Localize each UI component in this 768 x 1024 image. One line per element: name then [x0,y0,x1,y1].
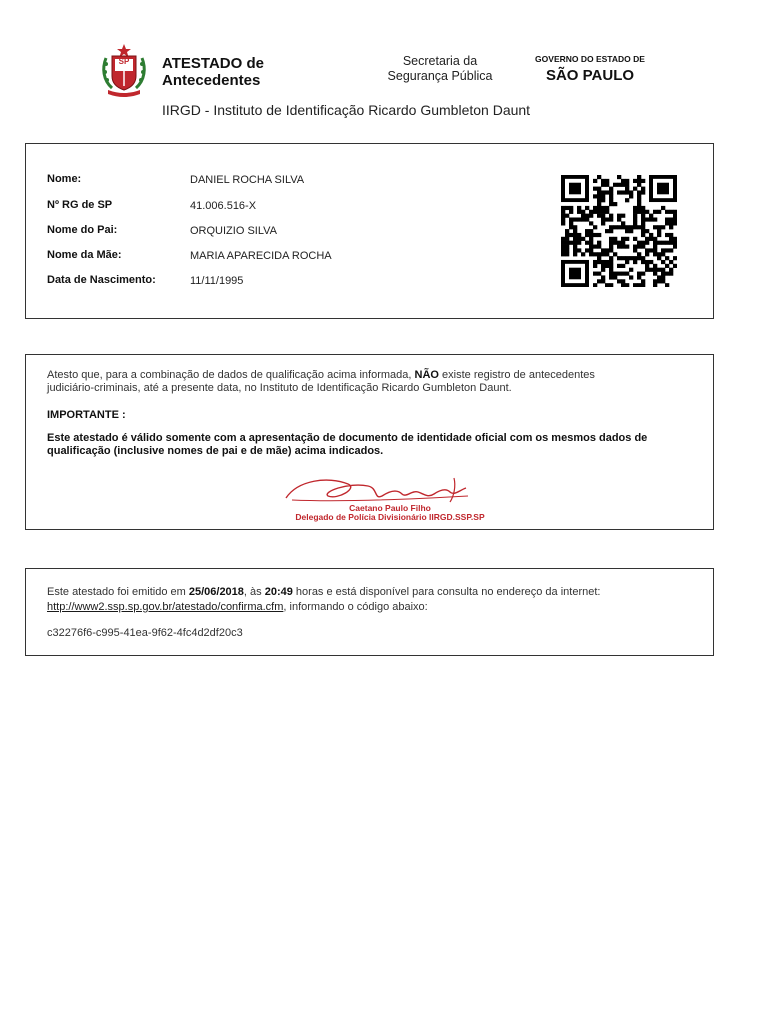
secretaria-line2: Segurança Pública [387,69,493,83]
document-title [162,55,264,89]
mother-name-value: MARIA APARECIDA ROCHA [190,250,332,262]
signatory-name: Caetano Paulo Filho [349,503,431,513]
institute-name: IIRGD - Instituto de Identificação Ricardo Gumbleton Daunt [162,102,531,118]
emission-url-suffix: , informando o código abaixo: [283,601,428,613]
birth-date-value: 11/11/1995 [190,275,244,287]
important-text-line1: Este atestado é válido somente com a apresentação de documento de identidade oficial com os mesmos dados de [47,432,648,444]
seal-letters: SP [118,57,130,66]
qr-code-icon [561,175,677,287]
signatory-role: Delegado de Polícia Divisionário IIRGD.SSP.SP [295,512,485,522]
rg-label: Nº RG de SP [47,199,113,211]
important-text-line2: qualificação (inclusive nomes de pai e de mãe) acima indicados. [47,445,384,457]
emission-date: 25/06/2018 [188,586,244,598]
name-value: DANIEL ROCHA SILVA [190,174,305,186]
attestation-text [47,369,697,394]
verification-link[interactable]: http://www2.ssp.sp.gov.br/atestado/confirma.cfm [47,601,284,613]
attestation-text-end: existe registro de antecedentes [438,369,595,381]
document-title-line1: ATESTADO de [162,55,264,72]
sao-paulo-coat-of-arms-icon [100,42,148,98]
state-name: SÃO PAULO [545,67,635,84]
attestation-text-bold: NÃO [414,369,439,381]
secretaria-label [380,54,500,84]
emission-suffix: horas e está disponível para consulta no endereço da internet: [292,586,601,598]
emission-mid: , às [243,586,265,598]
important-text [47,432,707,458]
attestation-text-line2: judiciário-criminais, até a presente data, no Instituto de Identificação Ricardo Gumbleton Daunt. [47,381,512,394]
mother-name-label: Nome da Mãe: [47,249,122,261]
secretaria-line1: Secretaria da [402,54,478,68]
rg-value: 41.006.516-X [190,200,257,212]
important-label: IMPORTANTE : [47,409,126,421]
government-label: GOVERNO DO ESTADO DE [535,54,645,64]
name-label: Nome: [47,173,82,185]
emission-prefix: Este atestado foi emitido em [47,586,189,598]
attestation-text-start: Atesto que, para a combinação de dados de qualificação acima informada, [47,369,415,381]
verification-code: c32276f6-c995-41ea-9f62-4fc4d2df20c3 [47,627,243,639]
document-title-line2: Antecedentes [162,72,261,89]
birth-date-label: Data de Nascimento: [47,274,156,286]
father-name-value: ORQUIZIO SILVA [190,225,277,237]
emission-time: 20:49 [264,586,293,598]
father-name-label: Nome do Pai: [47,224,118,236]
signatory [270,504,510,522]
emission-text [47,585,707,615]
